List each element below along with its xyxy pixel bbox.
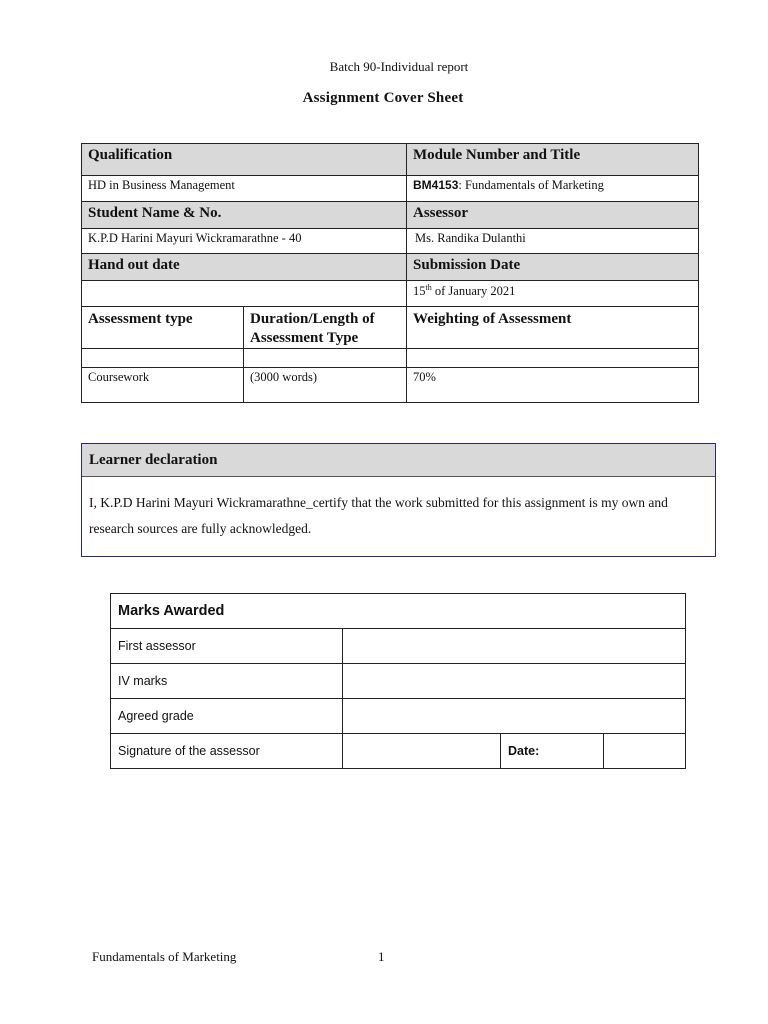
iv-marks-field: [343, 664, 686, 699]
submission-day: 15: [413, 284, 426, 299]
student-value-row: [82, 229, 699, 254]
declaration-text: I, K.P.D Harini Mayuri Wickramarathne_certify that the work submitted for this assignment is my own and research sources are fully acknowledged.: [89, 495, 668, 536]
page-number: 1: [378, 949, 385, 964]
submission-value: [407, 281, 699, 307]
agreed-grade-label: Agreed grade: [111, 699, 343, 734]
weighting-label: Weighting of Assessment: [407, 307, 699, 349]
assessment-type-label: Assessment type: [82, 307, 244, 349]
assignment-info-table: [81, 143, 699, 403]
first-assessor-field: [343, 629, 686, 664]
date-field: [604, 734, 686, 769]
signature-label: Signature of the assessor: [111, 734, 343, 769]
module-value: [407, 176, 699, 202]
marks-awarded-table: [110, 593, 686, 769]
date-value-row: [82, 281, 699, 307]
assessor-value: Ms. Randika Dulanthi: [407, 229, 699, 254]
duration-value: (3000 words): [244, 368, 407, 403]
qualification-label: Qualification: [82, 144, 407, 176]
marks-heading: Marks Awarded: [111, 594, 686, 629]
submission-rest: of January 2021: [431, 284, 516, 299]
date-label: Date:: [501, 734, 604, 769]
assessment-header-row: [82, 307, 699, 349]
first-assessor-label: First assessor: [111, 629, 343, 664]
footer-title: Fundamentals of Marketing: [92, 949, 237, 964]
module-label: Module Number and Title: [407, 144, 699, 176]
signature-field: [343, 734, 501, 769]
handout-value: [82, 281, 407, 307]
assessment-spacer-row: [82, 349, 699, 368]
qualification-value: HD in Business Management: [82, 176, 407, 202]
student-header-row: [82, 202, 699, 229]
iv-marks-label: IV marks: [111, 664, 343, 699]
student-label: Student Name & No.: [82, 202, 407, 229]
info-header-row: [82, 144, 699, 176]
submission-suffix: th: [425, 283, 432, 292]
marks-header-row: [111, 594, 686, 629]
student-value: K.P.D Harini Mayuri Wickramarathne - 40: [82, 229, 407, 254]
page-title: Assignment Cover Sheet: [302, 90, 464, 106]
marks-row: [111, 629, 686, 664]
marks-row: [111, 664, 686, 699]
weighting-value: 70%: [407, 368, 699, 403]
assessor-label: Assessor: [407, 202, 699, 229]
submission-label: Submission Date: [407, 254, 699, 281]
declaration-heading: Learner declaration: [82, 444, 715, 477]
batch-label: Batch 90-Individual report: [329, 59, 469, 74]
handout-label: Hand out date: [82, 254, 407, 281]
date-header-row: [82, 254, 699, 281]
marks-row: [111, 699, 686, 734]
duration-label: Duration/Length of Assessment Type: [244, 307, 407, 349]
assessment-value-row: [82, 368, 699, 403]
module-code: BM4153: [413, 178, 459, 192]
assessment-type-value: Coursework: [82, 368, 244, 403]
info-value-row: [82, 176, 699, 202]
learner-declaration-box: [81, 443, 716, 557]
module-title: : Fundamentals of Marketing: [458, 178, 604, 192]
agreed-grade-field: [343, 699, 686, 734]
marks-row: [111, 734, 686, 769]
